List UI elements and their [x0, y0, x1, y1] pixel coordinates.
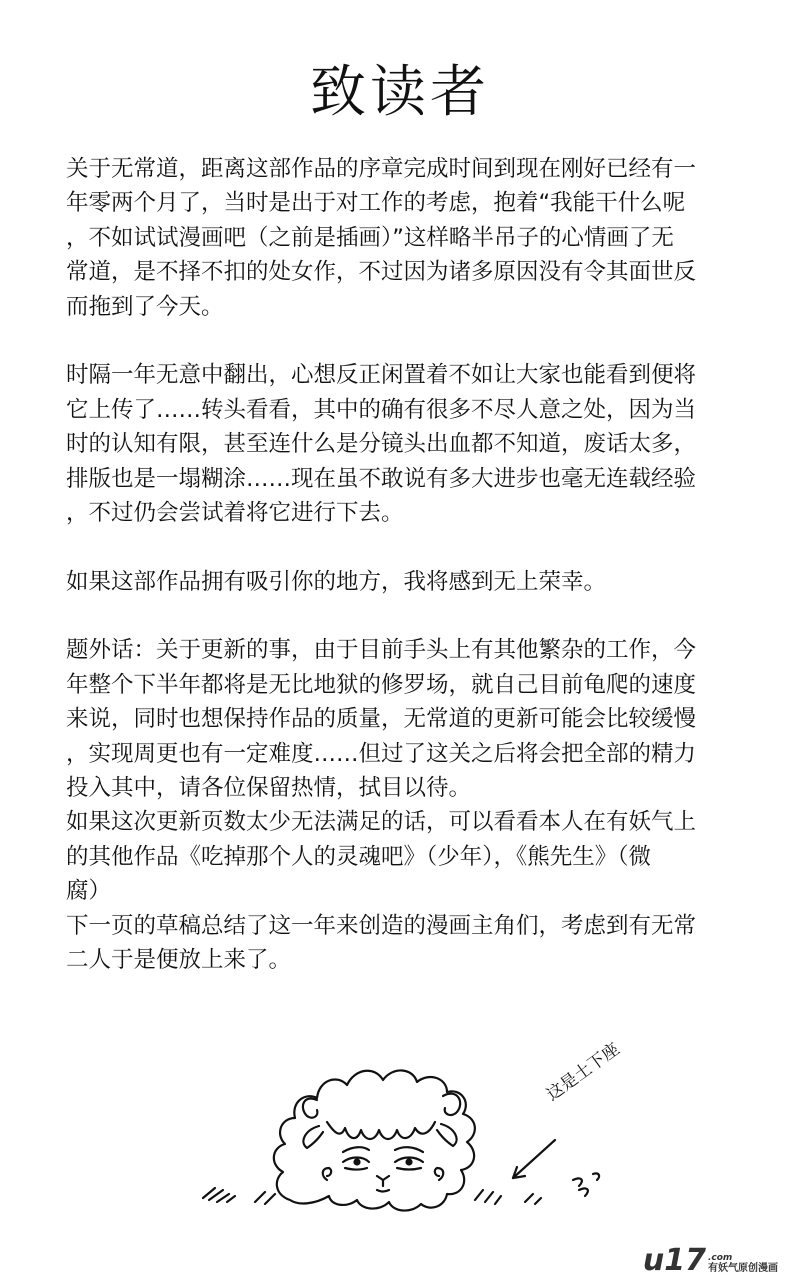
- illustration-annotation: 这是土下座: [542, 1039, 624, 1106]
- text-line: ，实现周更也有一定难度……但过了这关之后将会把全部的精力: [66, 740, 697, 767]
- text-line: ，不过仍会尝试着将它进行下去。: [66, 499, 404, 526]
- watermark-text-group: [708, 1253, 778, 1275]
- paragraph-2: [66, 358, 736, 530]
- text-line: 排版也是一塌糊涂……现在虽不敢说有多大进步也毫无连载经验: [66, 465, 697, 492]
- watermark-tagline: 有妖气原创漫画: [708, 1263, 778, 1274]
- letter-body: [66, 152, 736, 977]
- text-line: 年零两个月了，当时是出于对工作的考虑，抱着“我能干什么呢: [66, 190, 686, 217]
- text-line: 投入其中，请各位保留热情，拭目以待。: [66, 775, 472, 802]
- text-line: 来说，同时也想保持作品的质量，无常道的更新可能会比较缓慢: [66, 706, 697, 733]
- text-line: 常道，是不择不扣的处女作，不过因为诸多原因没有令其面世反: [66, 259, 697, 286]
- paragraph-3: [66, 565, 736, 599]
- text-line: 题外话：关于更新的事，由于目前手头上有其他繁杂的工作，今: [66, 637, 697, 664]
- text-line: 下一页的草稿总结了这一年来创造的漫画主角们，考虑到有无常: [66, 912, 697, 939]
- paragraph-4: [66, 633, 736, 977]
- u17-watermark: [642, 1243, 778, 1278]
- text-line: 而拖到了今天。: [66, 293, 224, 320]
- text-line: 如果这部作品拥有吸引你的地方，我将感到无上荣幸。: [66, 568, 607, 595]
- watermark-domain: .com: [708, 1253, 733, 1263]
- text-line: 年整个下半年都将是无比地狱的修罗场，就自己目前龟爬的速度: [66, 671, 697, 698]
- text-line: 的其他作品《吃掉那个人的灵魂吧》（少年），《熊先生》（微: [66, 843, 652, 870]
- text-line: ，不如试试漫画吧（之前是插画）”这样略半吊子的心情画了无: [66, 224, 674, 251]
- text-line: 时的认知有限，甚至连什么是分镜头出血都不知道，废话太多，: [66, 431, 697, 458]
- text-line: 如果这次更新页数太少无法满足的话，可以看看本人在有妖气上: [66, 809, 697, 836]
- watermark-brand: u17: [642, 1243, 706, 1278]
- text-line: 关于无常道，距离这部作品的序章完成时间到现在刚好已经有一: [66, 156, 697, 182]
- page-title: 致读者: [310, 60, 490, 125]
- text-line: 时隔一年无意中翻出，心想反正闲置着不如让大家也能看到便将: [66, 362, 697, 389]
- paragraph-1: [66, 152, 736, 324]
- text-line: 它上传了……转头看看，其中的确有很多不尽人意之处，因为当: [66, 396, 697, 423]
- text-line: 二人于是便放上来了。: [66, 946, 292, 973]
- text-line: 腐）: [66, 878, 112, 905]
